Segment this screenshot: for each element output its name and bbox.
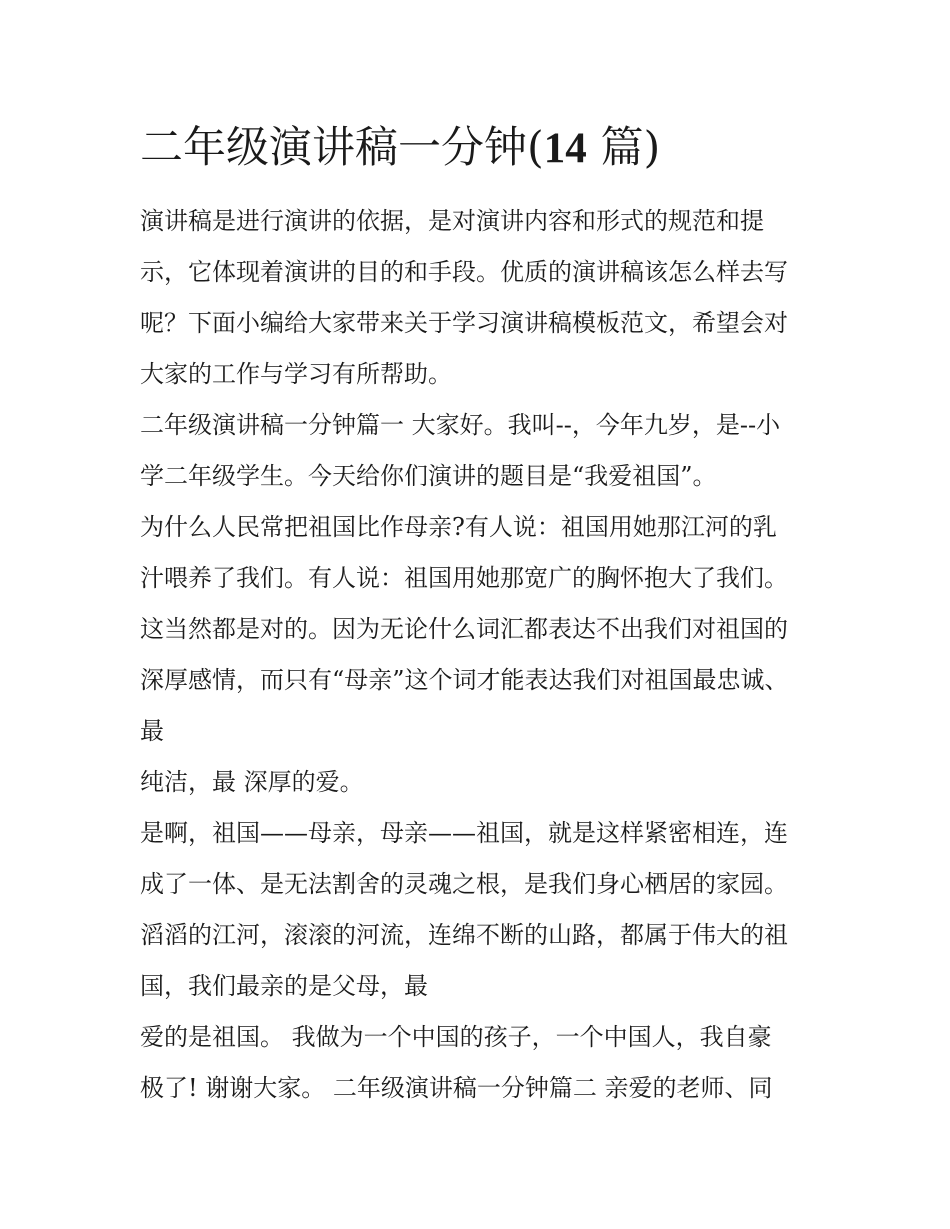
text-line: 大家的工作与学习有所帮助。 bbox=[140, 360, 452, 388]
text-line: 呢？下面小编给大家带来关于学习演讲稿模板范文，希望会对 bbox=[140, 309, 788, 337]
text-line: 爱的是祖国。 我做为一个中国的孩子，一个中国人，我自豪 bbox=[140, 1023, 772, 1051]
document-title-text: 二年级演讲稿一分钟( bbox=[140, 123, 544, 173]
text-line: 学二年级学生。今天给你们演讲的题目是“我爱祖国”。 bbox=[140, 462, 717, 490]
text-line: 深厚感情，而只有“母亲”这个词才能表达我们对祖国最忠诚、 bbox=[140, 666, 789, 694]
text-line: 演讲稿是进行演讲的依据，是对演讲内容和形式的规范和提 bbox=[140, 207, 764, 235]
document-title bbox=[140, 116, 840, 181]
document-title-tail: 篇) bbox=[586, 123, 661, 173]
text-line: 为什么人民常把祖国比作母亲?有人说：祖国用她那江河的乳 bbox=[140, 513, 777, 541]
document-body bbox=[140, 196, 840, 1114]
text-line: 汁喂养了我们。有人说：祖国用她那宽广的胸怀抱大了我们。 bbox=[140, 564, 788, 592]
text-line: 二年级演讲稿一分钟篇一 大家好。我叫--，今年九岁，是--小 bbox=[140, 411, 781, 439]
document-title-number: 14 bbox=[543, 125, 587, 172]
text-line: 纯洁，最 深厚的爱。 bbox=[140, 768, 364, 796]
text-line: 这当然都是对的。因为无论什么词汇都表达不出我们对祖国的 bbox=[140, 615, 788, 643]
text-line: 最 bbox=[140, 717, 164, 745]
text-line: 示，它体现着演讲的目的和手段。优质的演讲稿该怎么样去写 bbox=[140, 258, 788, 286]
text-line: 极了! 谢谢大家。 二年级演讲稿一分钟篇二 亲爱的老师、同 bbox=[140, 1074, 773, 1102]
text-line: 是啊，祖国——母亲，母亲——祖国，就是这样紧密相连，连 bbox=[140, 819, 788, 847]
text-line: 成了一体、是无法割舍的灵魂之根，是我们身心栖居的家园。 bbox=[140, 870, 788, 898]
text-line: 国，我们最亲的是父母，最 bbox=[140, 972, 428, 1000]
text-line: 滔滔的江河，滚滚的河流，连绵不断的山路，都属于伟大的祖 bbox=[140, 921, 788, 949]
